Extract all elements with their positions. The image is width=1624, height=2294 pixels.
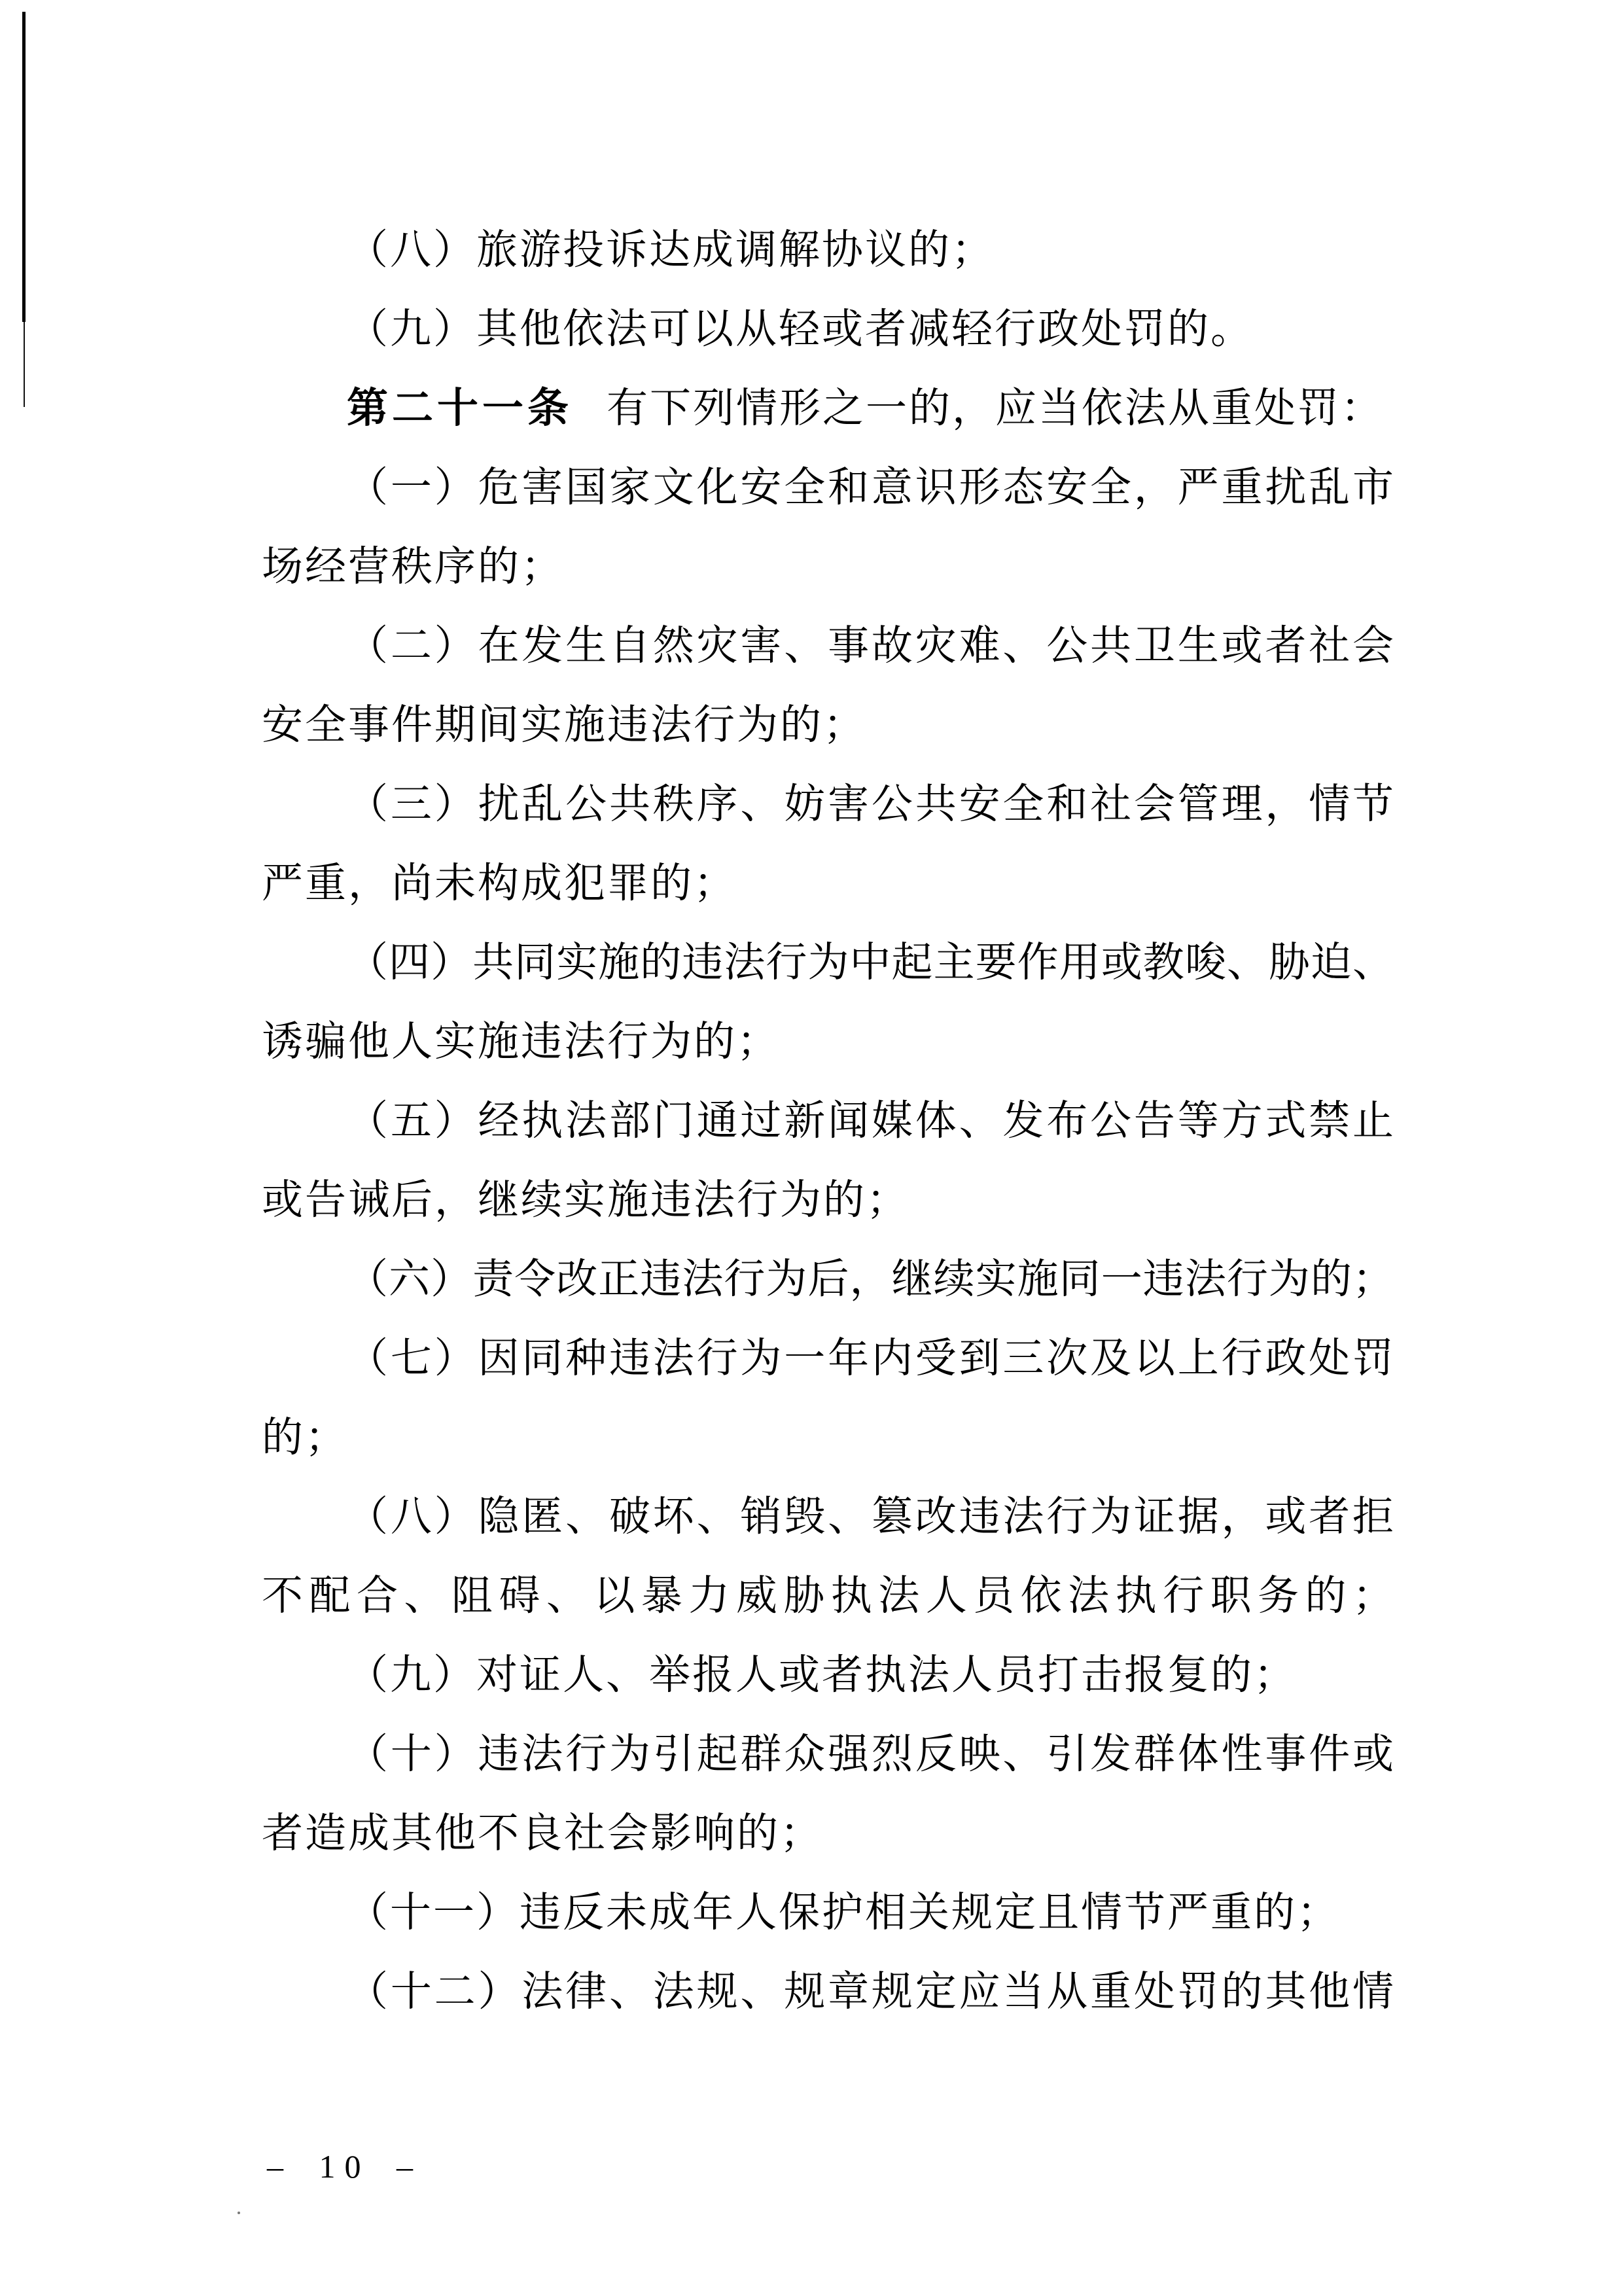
text-line: （二）在发生自然灾害、事故灾难、公共卫生或者社会 bbox=[347, 623, 1394, 669]
text-line: （三）扰乱公共秩序、妨害公共安全和社会管理，情节 bbox=[347, 781, 1394, 827]
text-line: （七）因同种违法行为一年内受到三次及以上行政处罚 bbox=[347, 1335, 1394, 1381]
scan-edge-artifact-thick bbox=[22, 12, 26, 322]
scan-speck bbox=[238, 2212, 240, 2214]
text-line: 或告诫后，继续实施违法行为的； bbox=[262, 1177, 909, 1223]
text-line: 诱骗他人实施违法行为的； bbox=[262, 1019, 780, 1065]
text-line: （十二）法律、法规、规章规定应当从重处罚的其他情 bbox=[347, 1969, 1394, 2015]
text-line: （九）对证人、举报人或者执法人员打击报复的； bbox=[347, 1652, 1297, 1698]
text-line: 不配合、阻碍、以暴力威胁执法人员依法执行职务的； bbox=[262, 1573, 1394, 1619]
article-lead-text: 有下列情形之一的，应当依法从重处罚： bbox=[607, 385, 1384, 431]
text-line: 严重，尚未构成犯罪的； bbox=[262, 860, 737, 906]
text-line: （四）共同实施的违法行为中起主要作用或教唆、胁迫、 bbox=[347, 940, 1394, 985]
text-line: （十一）违反未成年人保护相关规定且情节严重的； bbox=[347, 1890, 1340, 1935]
document-text-block bbox=[262, 211, 1394, 2032]
page-number: – 10 – bbox=[267, 2148, 422, 2185]
text-line: 者造成其他不良社会影响的； bbox=[262, 1810, 823, 1856]
text-line-article-21 bbox=[262, 369, 1394, 448]
text-line: 的； bbox=[262, 1415, 348, 1460]
text-line: （一）危害国家文化安全和意识形态安全，严重扰乱市 bbox=[347, 465, 1394, 510]
text-line: （十）违法行为引起群众强烈反映、引发群体性事件或 bbox=[347, 1731, 1394, 1777]
text-line: （八）隐匿、破坏、销毁、篡改违法行为证据，或者拒 bbox=[347, 1494, 1394, 1540]
text-line: （八）旅游投诉达成调解协议的； bbox=[347, 227, 995, 273]
text-line: （五）经执法部门通过新闻媒体、发布公告等方式禁止 bbox=[347, 1098, 1394, 1144]
text-line: 场经营秩序的； bbox=[262, 544, 564, 590]
article-number-heading: 第二十一条 bbox=[347, 385, 573, 431]
text-line: （六）责令改正违法行为后，继续实施同一违法行为的； bbox=[347, 1256, 1394, 1302]
text-line: 安全事件期间实施违法行为的； bbox=[262, 702, 866, 748]
scan-edge-artifact-thin bbox=[24, 322, 25, 407]
text-line: （九）其他依法可以从轻或者减轻行政处罚的。 bbox=[347, 306, 1254, 352]
